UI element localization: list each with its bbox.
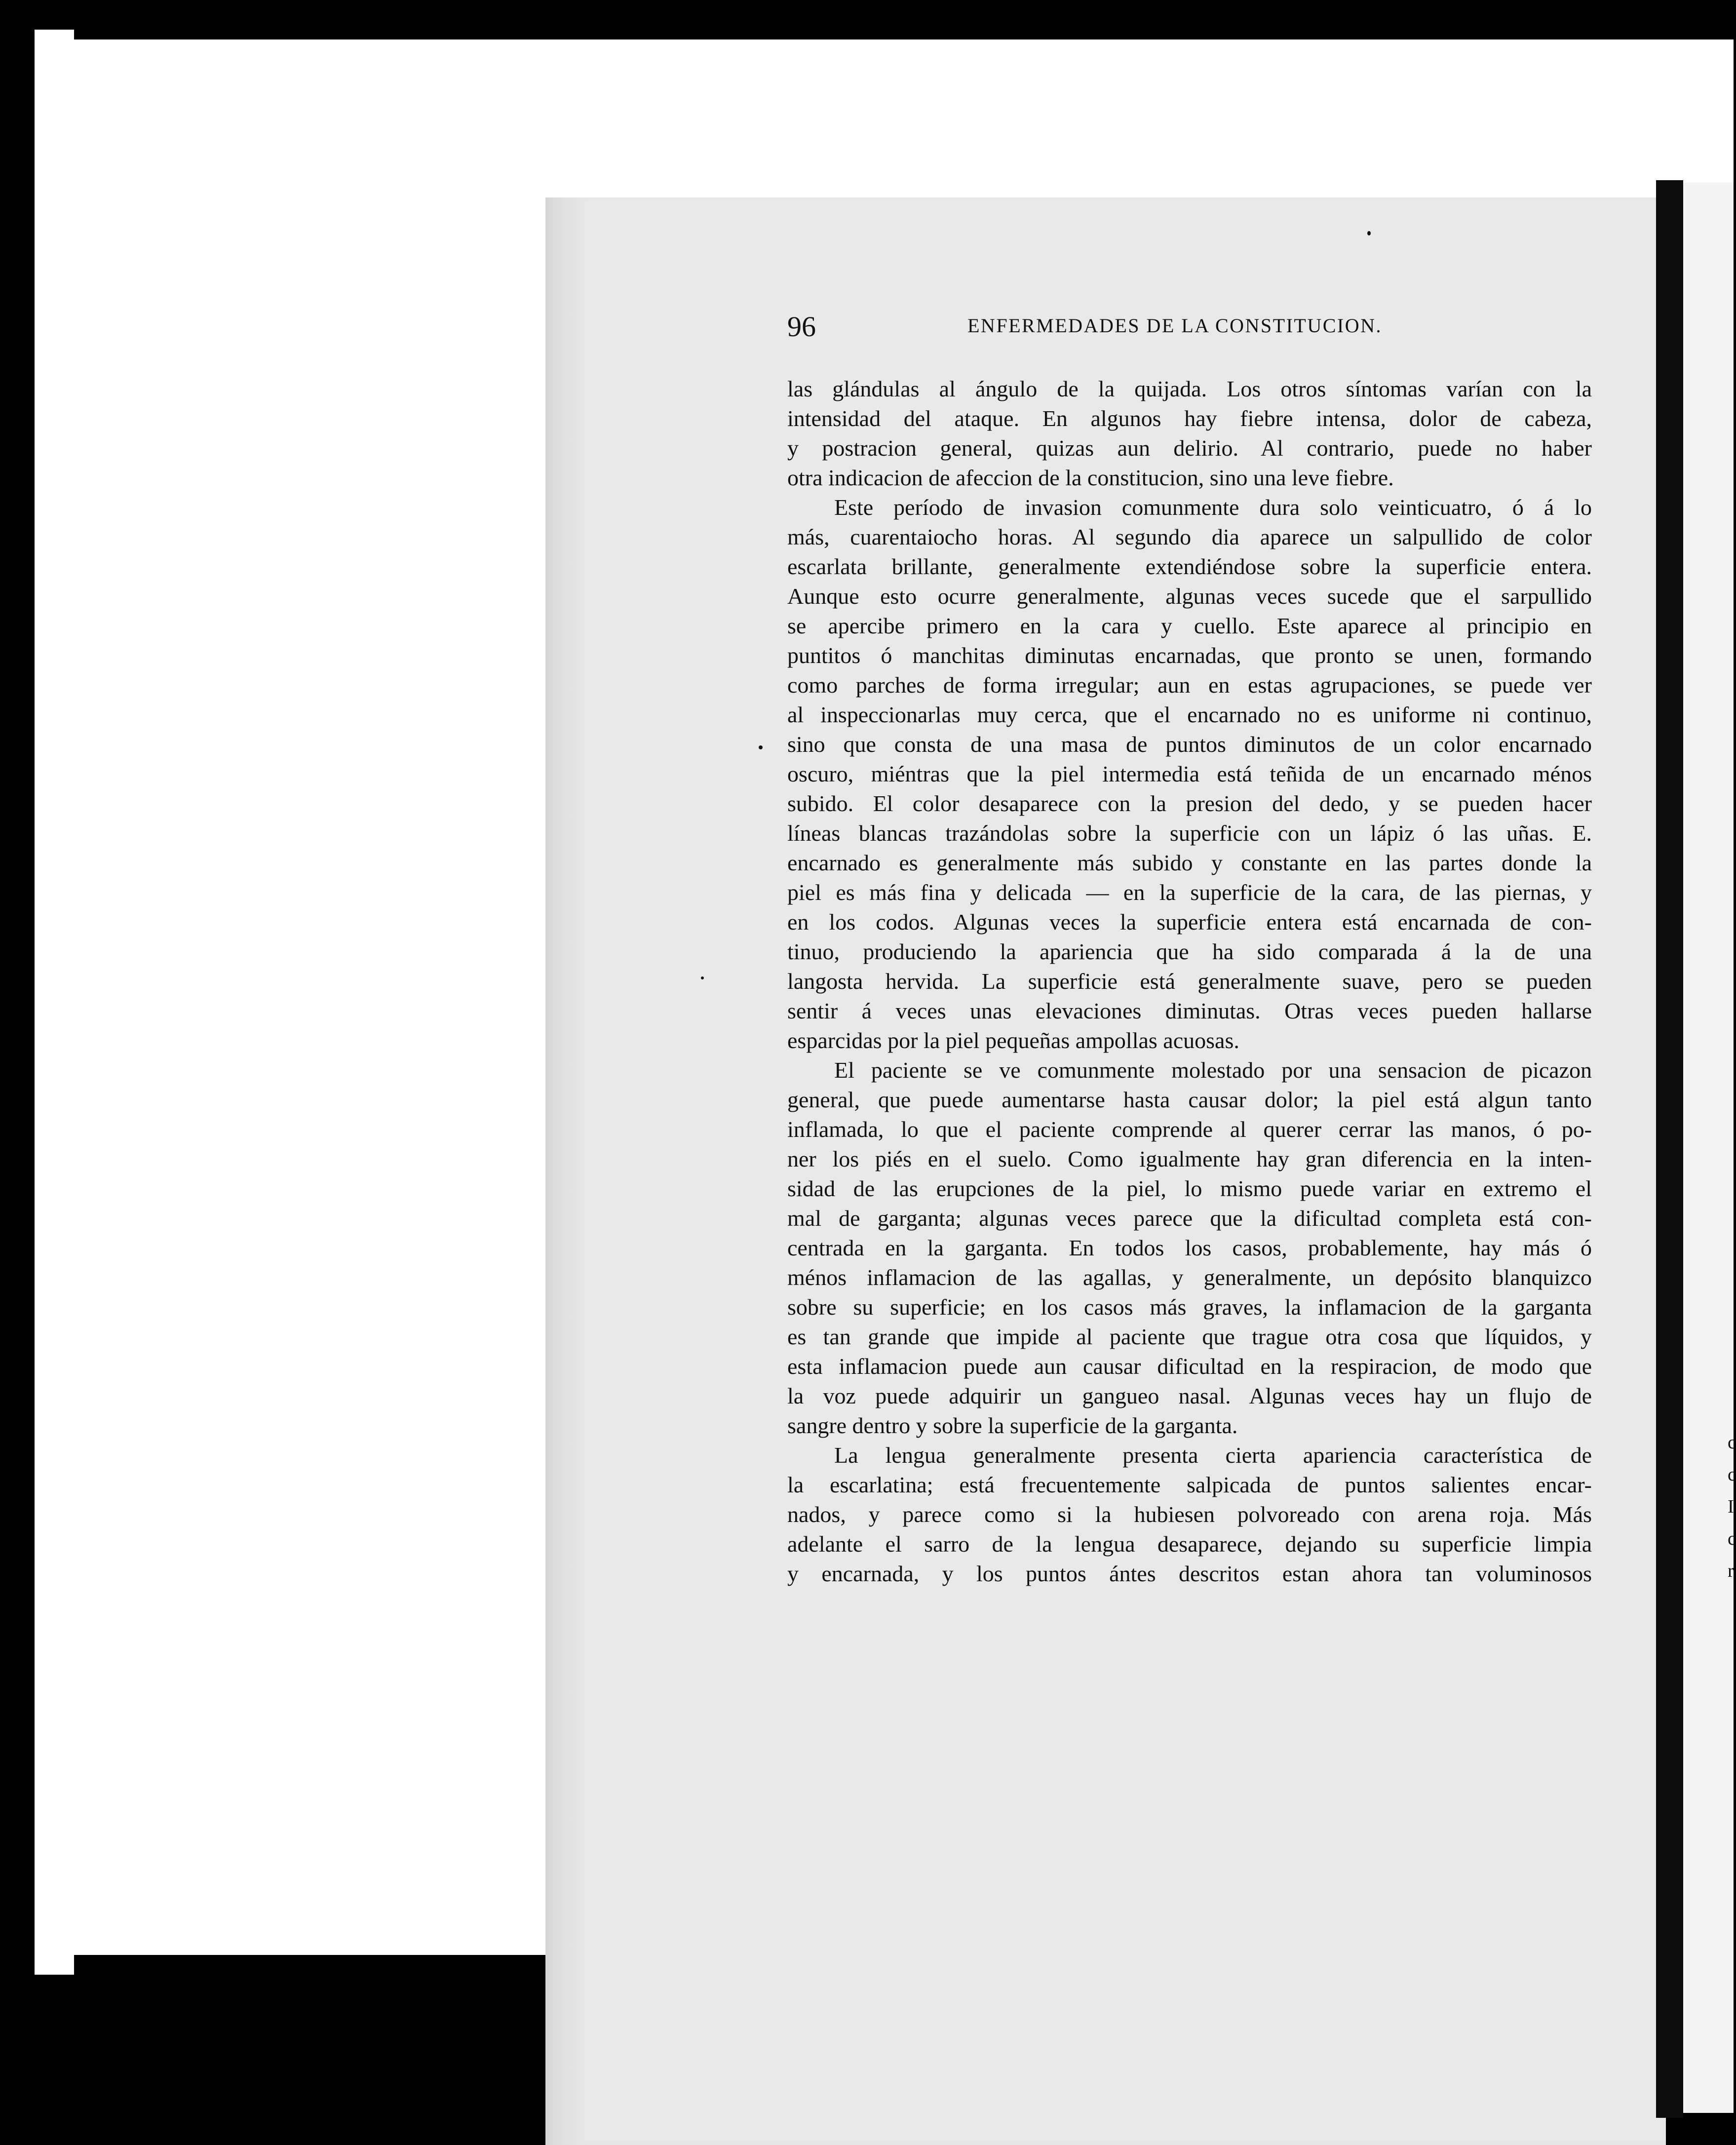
text-line: se apercibe primero en la cara y cuello. Este aparece al principio en bbox=[787, 613, 1592, 638]
text-line: como parches de forma irregular; aun en estas agrupaciones, se puede ver bbox=[787, 672, 1592, 698]
facing-page-fragment: c bbox=[1728, 1528, 1736, 1549]
text-line: escarlata brillante, generalmente extendiéndose sobre la superficie entera. bbox=[787, 554, 1592, 579]
text-line: El paciente se ve comunmente molestado por una sensacion de picazon bbox=[834, 1057, 1592, 1083]
text-line: es tan grande que impide al paciente que trague otra cosa que líquidos, y bbox=[787, 1324, 1592, 1349]
text-line: al inspeccionarlas muy cerca, que el encarnado no es uniforme ni continuo, bbox=[787, 702, 1592, 727]
text-line: otra indicacion de afeccion de la constitucion, sino una leve fiebre. bbox=[787, 465, 1394, 490]
paragraph bbox=[787, 1441, 1592, 1589]
book-gutter bbox=[1656, 180, 1683, 2118]
text-line: sidad de las erupciones de la piel, lo mismo puede variar en extremo el bbox=[787, 1176, 1592, 1201]
text-line: subido. El color desaparece con la presion del dedo, y se pueden hacer bbox=[787, 791, 1592, 816]
text-line: La lengua generalmente presenta cierta apariencia característica de bbox=[834, 1443, 1592, 1468]
text-line: en los codos. Algunas veces la superficie entera está encarnada de con- bbox=[787, 909, 1592, 935]
facing-page-fragment: c bbox=[1728, 1432, 1736, 1453]
text-line: piel es más fina y delicada — en la superficie de la cara, de las piernas, y bbox=[787, 880, 1592, 905]
text-line: mal de garganta; algunas veces parece que la dificultad completa está con- bbox=[787, 1206, 1592, 1231]
text-line: oscuro, miéntras que la piel intermedia está teñida de un encarnado ménos bbox=[787, 761, 1592, 786]
text-line: más, cuarentaiocho horas. Al segundo dia aparece un salpullido de color bbox=[787, 524, 1592, 549]
text-line: sangre dentro y sobre la superficie de la garganta. bbox=[787, 1413, 1238, 1438]
text-line: y postracion general, quizas aun delirio. Al contrario, puede no haber bbox=[787, 435, 1592, 461]
text-line: sobre su superficie; en los casos más graves, la inflamacion de la garganta bbox=[787, 1294, 1592, 1320]
text-line: ménos inflamacion de las agallas, y generalmente, un depósito blanquizco bbox=[787, 1265, 1592, 1290]
text-line: langosta hervida. La superficie está generalmente suave, pero se pueden bbox=[787, 969, 1592, 994]
scan-speck bbox=[1367, 231, 1371, 235]
text-line: la escarlatina; está frecuentemente salpicada de puntos salientes encar- bbox=[787, 1472, 1592, 1497]
text-line: líneas blancas trazándolas sobre la superficie con un lápiz ó las uñas. E. bbox=[787, 820, 1592, 846]
text-line: sentir á veces unas elevaciones diminutas. Otras veces pueden hallarse bbox=[787, 998, 1592, 1023]
body-text bbox=[787, 374, 1592, 1589]
text-line: las glándulas al ángulo de la quijada. Los otros síntomas varían con la bbox=[787, 376, 1592, 401]
facing-page-fragment: r bbox=[1728, 1560, 1734, 1581]
facing-page-edge bbox=[1683, 183, 1734, 2113]
scan-speck bbox=[701, 976, 704, 979]
page-number: 96 bbox=[787, 311, 816, 343]
paragraph bbox=[787, 493, 1592, 1055]
text-line: general, que puede aumentarse hasta causar dolor; la piel está algun tanto bbox=[787, 1087, 1592, 1112]
facing-page-fragment: I bbox=[1728, 1496, 1734, 1517]
page-content bbox=[787, 305, 1592, 1589]
text-line: tinuo, produciendo la apariencia que ha sido comparada á la de una bbox=[787, 939, 1592, 964]
text-line: y encarnada, y los puntos ántes descritos estan ahora tan voluminosos bbox=[787, 1561, 1592, 1586]
text-line: Aunque esto ocurre generalmente, algunas veces sucede que el sarpullido bbox=[787, 584, 1592, 609]
text-line: nados, y parece como si la hubiesen polvoreado con arena roja. Más bbox=[787, 1502, 1592, 1527]
scan-speck bbox=[759, 745, 763, 749]
film-edge-left bbox=[35, 30, 74, 1975]
text-line: esparcidas por la piel pequeñas ampollas acuosas. bbox=[787, 1028, 1239, 1053]
running-head bbox=[787, 305, 1592, 350]
text-line: inflamada, lo que el paciente comprende al querer cerrar las manos, ó po- bbox=[787, 1117, 1592, 1142]
facing-page-fragment: c bbox=[1728, 1464, 1736, 1485]
text-line: encarnado es generalmente más subido y constante en las partes donde la bbox=[787, 850, 1592, 875]
text-line: intensidad del ataque. En algunos hay fiebre intensa, dolor de cabeza, bbox=[787, 406, 1592, 431]
running-head-title: ENFERMEDADES DE LA CONSTITUCION. bbox=[967, 314, 1382, 337]
text-line: la voz puede adquirir un gangueo nasal. Algunas veces hay un flujo de bbox=[787, 1383, 1592, 1408]
text-line: sino que consta de una masa de puntos diminutos de un color encarnado bbox=[787, 732, 1592, 757]
text-line: puntitos ó manchitas diminutas encarnadas, que pronto se unen, formando bbox=[787, 643, 1592, 668]
text-line: Este período de invasion comunmente dura solo veinticuatro, ó á lo bbox=[834, 495, 1592, 520]
film-border-left bbox=[0, 0, 35, 2002]
paragraph bbox=[787, 1055, 1592, 1441]
text-line: adelante el sarro de la lengua desaparece, dejando su superficie limpia bbox=[787, 1531, 1592, 1557]
text-line: centrada en la garganta. En todos los casos, probablemente, hay más ó bbox=[787, 1235, 1592, 1260]
text-line: ner los piés en el suelo. Como igualmente hay gran diferencia en la inten- bbox=[787, 1146, 1592, 1171]
paragraph bbox=[787, 374, 1592, 493]
text-line: esta inflamacion puede aun causar dificultad en la respiracion, de modo que bbox=[787, 1354, 1592, 1379]
